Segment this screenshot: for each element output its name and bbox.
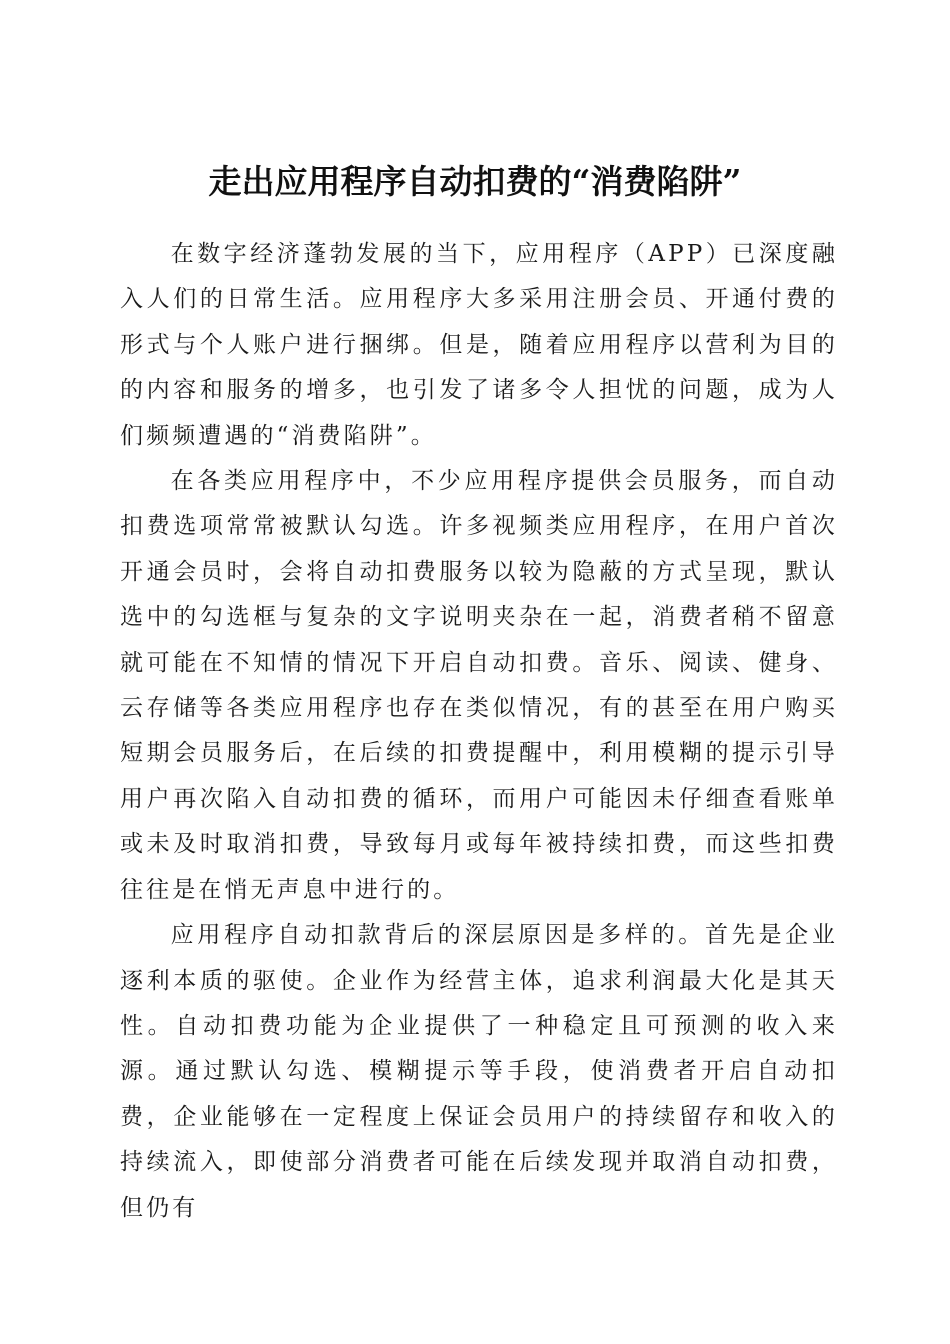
document-body: [120, 232, 838, 1231]
document-title: 走出应用程序自动扣费的“消费陷阱”: [208, 162, 742, 202]
paragraph-1: 在数字经济蓬勃发展的当下，应用程序（APP）已深度融入人们的日常生活。应用程序大多采用注册会员、开通付费的形式与个人账户进行捆绑。但是，随着应用程序以营利为目的的内容和服务的增多，也引发了诸多令人担忧的问题，成为人们频频遭遇的“消费陷阱”。: [120, 241, 838, 449]
paragraph-2: 在各类应用程序中，不少应用程序提供会员服务，而自动扣费选项常常被默认勾选。许多视频类应用程序，在用户首次开通会员时，会将自动扣费服务以较为隐蔽的方式呈现，默认选中的勾选框与复杂的文字说明夹杂在一起，消费者稍不留意就可能在不知情的情况下开启自动扣费。音乐、阅读、健身、云存储等各类应用程序也存在类似情况，有的甚至在用户购买短期会员服务后，在后续的扣费提醒中，利用模糊的提示引导用户再次陷入自动扣费的循环，而用户可能因未仔细查看账单或未及时取消扣费，导致每月或每年被持续扣费，而这些扣费往往是在悄无声息中进行的。: [120, 468, 838, 903]
paragraph-3: 应用程序自动扣款背后的深层原因是多样的。首先是企业逐利本质的驱使。企业作为经营主体，追求利润最大化是其天性。自动扣费功能为企业提供了一种稳定且可预测的收入来源。通过默认勾选、模糊提示等手段，使消费者开启自动扣费，企业能够在一定程度上保证会员用户的持续留存和收入的持续流入，即使部分消费者可能在后续发现并取消自动扣费，但仍有: [120, 922, 838, 1221]
